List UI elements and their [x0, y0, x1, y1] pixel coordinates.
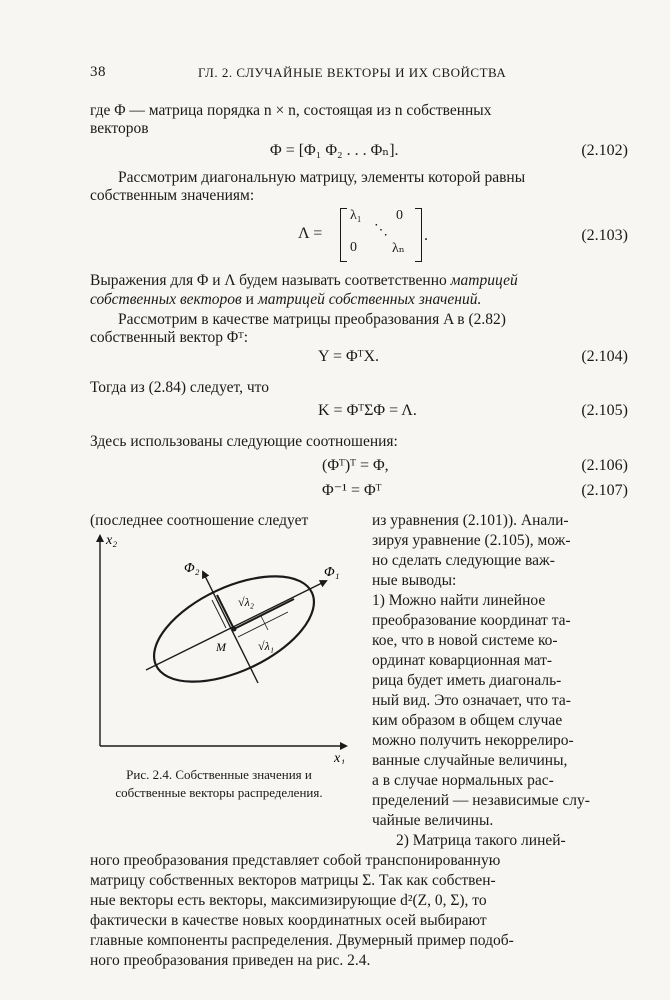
para3-and: и: [241, 291, 258, 308]
phi1-axis: [146, 581, 326, 670]
right-column-line-13: а в случае нормальных рас-: [372, 772, 554, 789]
para2-line1: Рассмотрим диагональную матрицу, элементы которой равны: [118, 169, 526, 186]
eq-2-103-lhs: Λ =: [298, 225, 323, 242]
para6-line1: Здесь использованы следующие соотношения:: [90, 433, 398, 450]
figure-caption-line2: собственные векторы распределения.: [115, 785, 323, 800]
eq-2-106: (Φᵀ)ᵀ = Φ,: [322, 457, 389, 474]
right-column-line-3: ные выводы:: [372, 572, 457, 589]
para3-term-b: собственных векторов: [90, 291, 242, 308]
center-label: M: [216, 640, 226, 654]
para1-line1: где Φ — матрица порядка n × n, состоящая из n собственных: [90, 102, 492, 119]
center-point: [232, 627, 237, 632]
para7-right: из уравнения (2.101)). Анали-: [372, 512, 569, 529]
eq-2-104-number: (2.104): [581, 348, 628, 365]
eq-2-103-trail: .: [424, 227, 428, 244]
para1-line2: векторов: [90, 120, 149, 137]
sqrt-lambda1-label: √λ₁: [258, 639, 274, 653]
phi2-axis: [203, 572, 258, 683]
right-column-line-8: рица будет иметь диагональ-: [372, 672, 562, 689]
right-column-line-11: можно получить некоррелиро-: [372, 732, 574, 749]
matrix-bracket-left: [340, 208, 347, 262]
eq-2-106-number: (2.106): [581, 457, 628, 474]
lambda-matrix: [340, 208, 422, 260]
right-column-line-6: кое, что в новой системе ко-: [372, 632, 558, 649]
para8-line5: фактически в качестве новых координатных осей выбирают: [90, 912, 487, 929]
right-column-line-1: зируя уравнение (2.105), мож-: [372, 532, 571, 549]
figure-caption-line1: Рис. 2.4. Собственные значения и: [126, 767, 312, 782]
running-title: ГЛ. 2. СЛУЧАЙНЫЕ ВЕКТОРЫ И ИХ СВОЙСТВА: [198, 65, 507, 80]
page-header: [90, 64, 628, 84]
para4-line1: Рассмотрим в качестве матрицы преобразования A в (2.82): [118, 311, 506, 328]
para8-line7: ного преобразования приведен на рис. 2.4.: [90, 952, 371, 969]
para7-left: (последнее соотношение следует: [90, 512, 309, 529]
para8-line4: ные векторы есть векторы, максимизирующие d²(Z, 0, Σ), то: [90, 892, 487, 909]
page-number: 38: [90, 64, 106, 80]
right-column-line-7: ординат коварционная мат-: [372, 652, 553, 669]
eq-2-105: K = ΦᵀΣΦ = Λ.: [318, 402, 417, 419]
right-column-line-14: пределений — независимые слу-: [372, 792, 590, 809]
para8-line3: матрицу собственных векторов матрицы Σ. Так как собствен-: [90, 872, 496, 889]
eq-2-107: Φ⁻¹ = Φᵀ: [322, 482, 382, 499]
para3-term-a: матрицей: [450, 272, 518, 289]
sqrt-lambda1-dimension: [238, 612, 288, 637]
para4-line2: собственный вектор Φᵀ:: [90, 329, 249, 346]
right-column-line-10: ким образом в общем случае: [372, 712, 563, 729]
right-column-line-5: преобразование координат та-: [372, 612, 571, 629]
para3-text-a: Выражения для Φ и Λ будем называть соответственно: [90, 272, 451, 289]
para8-line6: главные компоненты распределения. Двумерный пример подоб-: [90, 932, 514, 949]
para3-line1: [90, 271, 628, 291]
right-column-line-4: 1) Можно найти линейное: [372, 592, 546, 609]
matrix-dots: ⋱: [374, 223, 388, 238]
para8-line1: 2) Матрица такого линей-: [396, 832, 566, 849]
eq-2-105-number: (2.105): [581, 402, 628, 419]
right-column-line-9: ный вид. Это означает, что та-: [372, 692, 571, 709]
vec1-label: Φ₁: [324, 565, 340, 580]
axis-x-label: x₁: [334, 751, 346, 764]
vec2-label: Φ₂: [184, 561, 200, 576]
matrix-a12: 0: [396, 208, 403, 223]
para3-term-c: матрицей собственных значений.: [257, 291, 482, 308]
para2-line2: собственным значениям:: [90, 187, 255, 204]
sqrt-lambda2-label: √λ₂: [238, 595, 254, 609]
right-column-line-12: ванные случайные величины,: [372, 752, 568, 769]
sqrt-lambda2-segment: [217, 595, 234, 629]
eq-2-102-number: (2.102): [581, 142, 628, 159]
right-column-line-15: чайные величины.: [372, 812, 494, 829]
para3-line2: [90, 290, 628, 310]
matrix-bracket-right: [415, 208, 422, 262]
eq-2-107-number: (2.107): [581, 482, 628, 499]
matrix-a11: λ₁: [350, 208, 362, 223]
matrix-a21: 0: [350, 240, 357, 255]
matrix-a22: λₙ: [392, 241, 405, 256]
para8-line2: ного преобразования представляет собой транспонированную: [90, 852, 501, 869]
right-column-line-2: но сделать следующие важ-: [372, 552, 555, 569]
eq-2-104: Y = ΦᵀX.: [318, 348, 380, 365]
figure-2-4: [88, 528, 358, 764]
para5-line1: Тогда из (2.84) следует, что: [90, 379, 269, 396]
axis-y-label: x₂: [106, 533, 118, 548]
eq-2-102: Φ = [Φ₁ Φ₂ . . . Φₙ].: [270, 142, 399, 159]
eq-2-103-number: (2.103): [581, 227, 628, 244]
